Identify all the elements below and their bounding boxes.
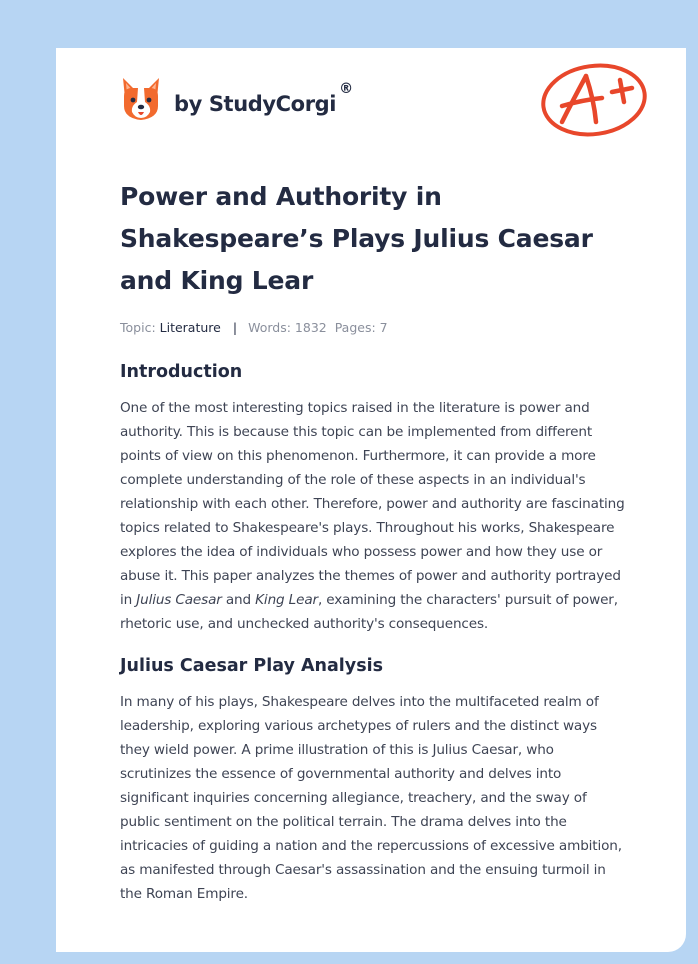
- pages-label: Pages:: [334, 319, 376, 335]
- words-label: Words:: [248, 319, 291, 335]
- article-content: [120, 176, 628, 906]
- document-page: [56, 48, 686, 952]
- studycorgi-logo[interactable]: [120, 74, 353, 126]
- registered-mark: ®: [339, 81, 354, 97]
- julius-caesar-paragraph: In many of his plays, Shakespeare delves into the multifaceted realm of leadership, exploring various archetypes of rulers and the distinct ways they wield power. A prime illustration of this is Julius Caesar, who scrutinizes the essence of governmental authority and delves into significant inquiries concerning allegiance, treachery, and the sway of public sentiment on the political terrain. The drama delves into the intricacies of guiding a nation and the repercussions of excessive ambition, as manifested through Caesar's assassination and the ensuing turmoil in the Roman Empire.: [120, 694, 622, 902]
- topic-label: Topic:: [120, 319, 156, 335]
- article-meta: [120, 318, 628, 336]
- page-title: Power and Authority in Shakespeare’s Plays Julius Caesar and King Lear: [120, 182, 593, 295]
- words-count: 1832: [294, 319, 327, 335]
- pages-count: 7: [379, 319, 388, 335]
- topic-link[interactable]: Literature: [159, 319, 221, 335]
- logo-text: by StudyCorgi: [174, 92, 337, 116]
- introduction-paragraph: [120, 396, 628, 636]
- intro-text-and: and: [221, 592, 256, 608]
- intro-italic-julius-caesar: Julius Caesar: [136, 592, 222, 608]
- section-heading-introduction: Introduction: [120, 362, 243, 382]
- intro-italic-king-lear: King Lear: [255, 592, 318, 608]
- a-plus-grade-icon: [538, 60, 650, 140]
- intro-text-start: One of the most interesting topics raised in the literature is power and authority. This is because this topic can be implemented from different points of view on this phenomenon. Furthermore, it can provide a more complete understanding of the role of these aspects in an individual's relationship with each other. Therefore, power and authority are fascinating topics related to Shakespeare's plays. Throughout his works, Shakespeare explores the idea of individuals who possess power and how they use or abuse it. This paper analyzes the themes of power and authority portrayed in: [120, 400, 625, 608]
- corgi-icon: [120, 76, 162, 124]
- section-heading-julius-caesar: Julius Caesar Play Analysis: [120, 656, 384, 676]
- meta-separator: |: [232, 319, 238, 335]
- intro-text-end: , examining the characters' pursuit of power, rhetoric use, and unchecked authority's consequences.: [120, 592, 618, 632]
